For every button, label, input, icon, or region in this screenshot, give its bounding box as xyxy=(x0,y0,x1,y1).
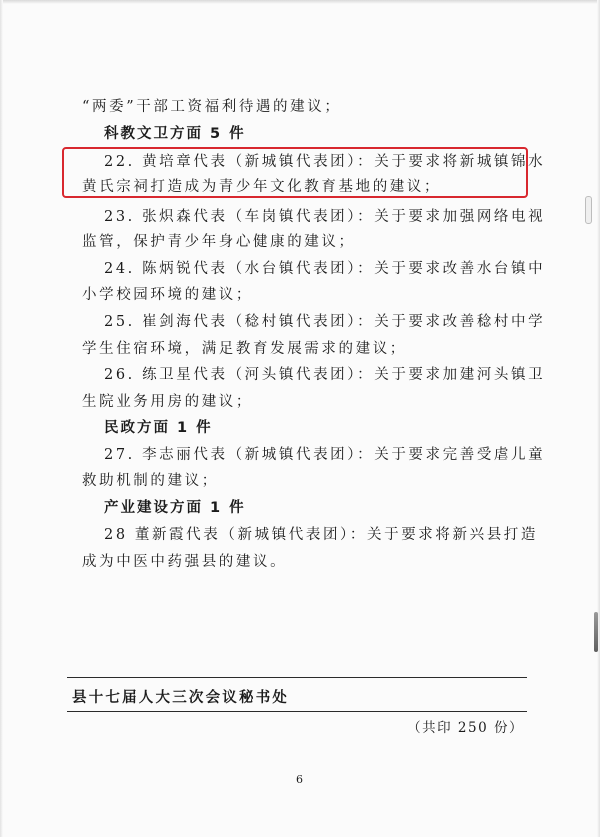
proposal-25-line-2: 学生住宿环境，满足教育发展需求的建议； xyxy=(82,341,407,357)
page-edge-shadow xyxy=(0,0,600,4)
section-heading-science-education: 科教文卫方面 5 件 xyxy=(104,126,246,142)
proposal-23-line-1: 23. 张炽森代表（车岗镇代表团）：关于要求加强网络电视 xyxy=(104,209,546,225)
proposal-24-line-1: 24. 陈炳锐代表（水台镇代表团）：关于要求改善水台镇中 xyxy=(104,261,546,277)
proposal-22-line-1: 22. 黄培章代表（新城镇代表团）：关于要求将新城镇锦水 xyxy=(104,154,546,170)
proposal-28-line-2: 成为中医中药强县的建议。 xyxy=(82,554,288,570)
proposal-27-line-1: 27. 李志丽代表（新城镇代表团）：关于要求完善受虐儿童 xyxy=(104,447,546,463)
proposal-23-line-2: 监管，保护青少年身心健康的建议； xyxy=(82,234,356,250)
section-heading-industry: 产业建设方面 1 件 xyxy=(104,500,246,516)
text-line: “两委”干部工资福利待遇的建议； xyxy=(82,99,342,115)
scan-edge-mark xyxy=(594,612,598,652)
proposal-22-line-2: 黄氏宗祠打造成为青少年文化教育基地的建议； xyxy=(82,179,442,195)
page-number: 6 xyxy=(296,773,303,786)
divider-bottom xyxy=(67,711,527,712)
proposal-26-line-2: 生院业务用房的建议； xyxy=(82,394,253,410)
page-edge-shadow xyxy=(0,0,3,837)
highlight-box xyxy=(62,147,528,198)
proposal-26-line-1: 26. 练卫星代表（河头镇代表团）：关于要求加建河头镇卫 xyxy=(104,367,546,383)
binding-clip-mark xyxy=(585,196,592,224)
issuing-office: 县十七届人大三次会议秘书处 xyxy=(72,690,290,706)
proposal-28-line-1: 28 董新霞代表（新城镇代表团）：关于要求将新兴县打造 xyxy=(104,527,539,543)
proposal-24-line-2: 小学校园环境的建议； xyxy=(82,287,253,303)
section-heading-civil-affairs: 民政方面 1 件 xyxy=(104,420,213,436)
proposal-27-line-2: 救助机制的建议； xyxy=(82,473,219,489)
divider-top xyxy=(67,677,527,678)
print-count: （共印 250 份） xyxy=(407,720,524,736)
proposal-25-line-1: 25. 崔剑海代表（稔村镇代表团）：关于要求改善稔村中学 xyxy=(104,314,546,330)
